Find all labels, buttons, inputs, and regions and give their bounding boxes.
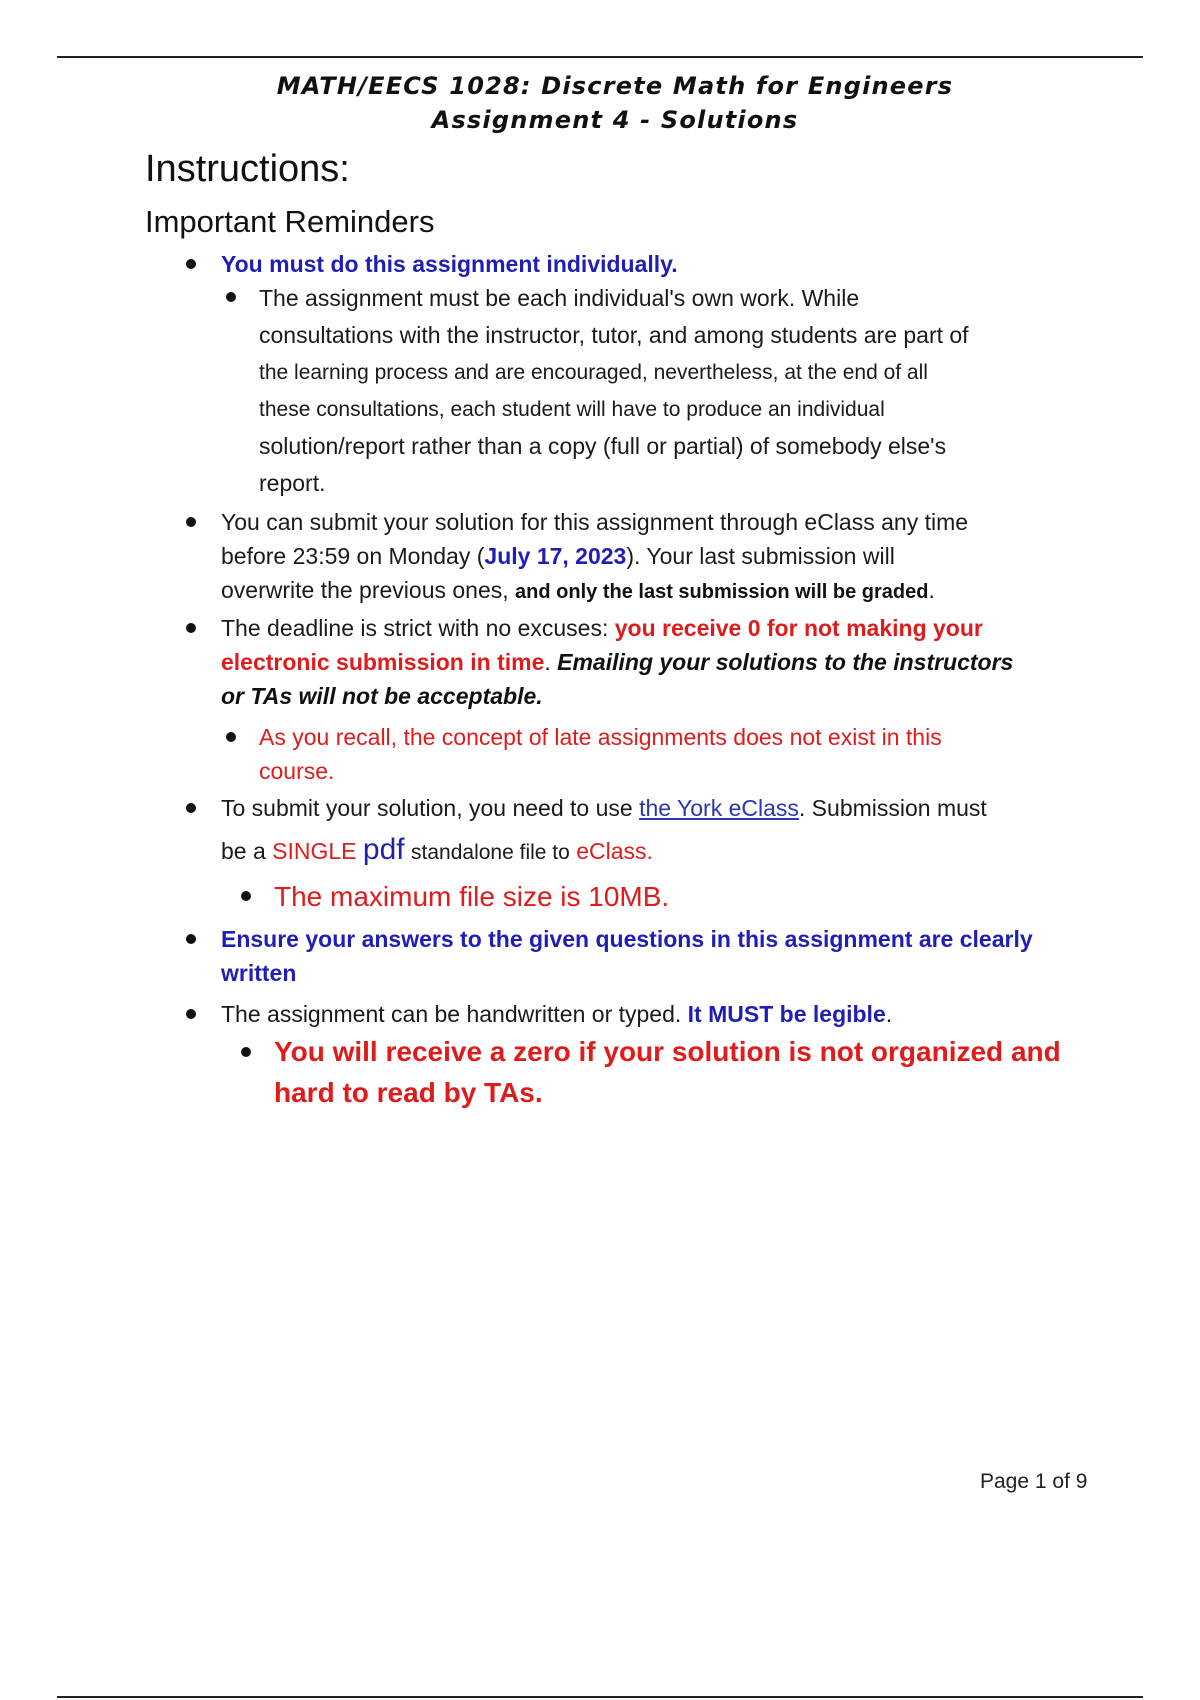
list-item-submit: You can submit your solution for this assignment through eClass any time before 23:59 on Monday (July 17, 2023). Your last submission will overwrite the previous ones, and only the last submission will be graded. [221, 505, 1101, 609]
page-number: Page 1 of 9 [980, 1470, 1088, 1493]
list-item-handwritten: The assignment can be handwritten or typed. It MUST be legible. [221, 997, 1101, 1031]
list-item-deadline: The deadline is strict with no excuses: you receive 0 for not making your electronic submission in time. Emailing your solutions to the instructors or TAs will not be acceptable. [221, 611, 1101, 713]
bullet-icon [186, 517, 196, 527]
assignment-title: Assignment 4 - Solutions [431, 106, 799, 134]
course-title: MATH/EECS 1028: Discrete Math for Engineers [276, 72, 954, 100]
reminders-heading: Important Reminders [145, 204, 435, 239]
bullet-icon [186, 934, 196, 944]
bullet-icon [241, 891, 251, 901]
list-item-zero: You will receive a zero if your solution is not organized and hard to read by TAs. [274, 1031, 1094, 1113]
list-item-clear: Ensure your answers to the given questions in this assignment are clearly written [221, 922, 1101, 990]
list-item-late: As you recall, the concept of late assignments does not exist in this course. [259, 720, 1099, 788]
bullet-icon [186, 803, 196, 813]
list-item-format: To submit your solution, you need to use the York eClass. Submission must be a SINGLE pdf standalone file to eClass. [221, 791, 1101, 870]
top-rule [57, 56, 1143, 58]
bullet-icon [186, 259, 196, 269]
list-item-max-size: The maximum file size is 10MB. [274, 878, 1094, 916]
york-eclass-link[interactable]: the York eClass [639, 795, 799, 821]
list-item-own-work: The assignment must be each individual's own work. While consultations with the instructor, tutor, and among students are part of the learning process and are encouraged, nevertheless, at the end of all these consultations, each student will have to produce an individual solution/report rather than a copy (full or partial) of somebody else's report. [259, 280, 1099, 502]
bullet-icon [226, 732, 236, 742]
due-date: July 17, 2023 [484, 543, 627, 569]
instructions-heading: Instructions: [145, 148, 350, 190]
bullet-icon [241, 1047, 251, 1057]
bottom-rule [57, 1696, 1143, 1698]
bullet-icon [186, 1009, 196, 1019]
bullet-icon [186, 623, 196, 633]
list-item-individual: You must do this assignment individually. [221, 247, 1101, 281]
bullet-icon [226, 292, 236, 302]
